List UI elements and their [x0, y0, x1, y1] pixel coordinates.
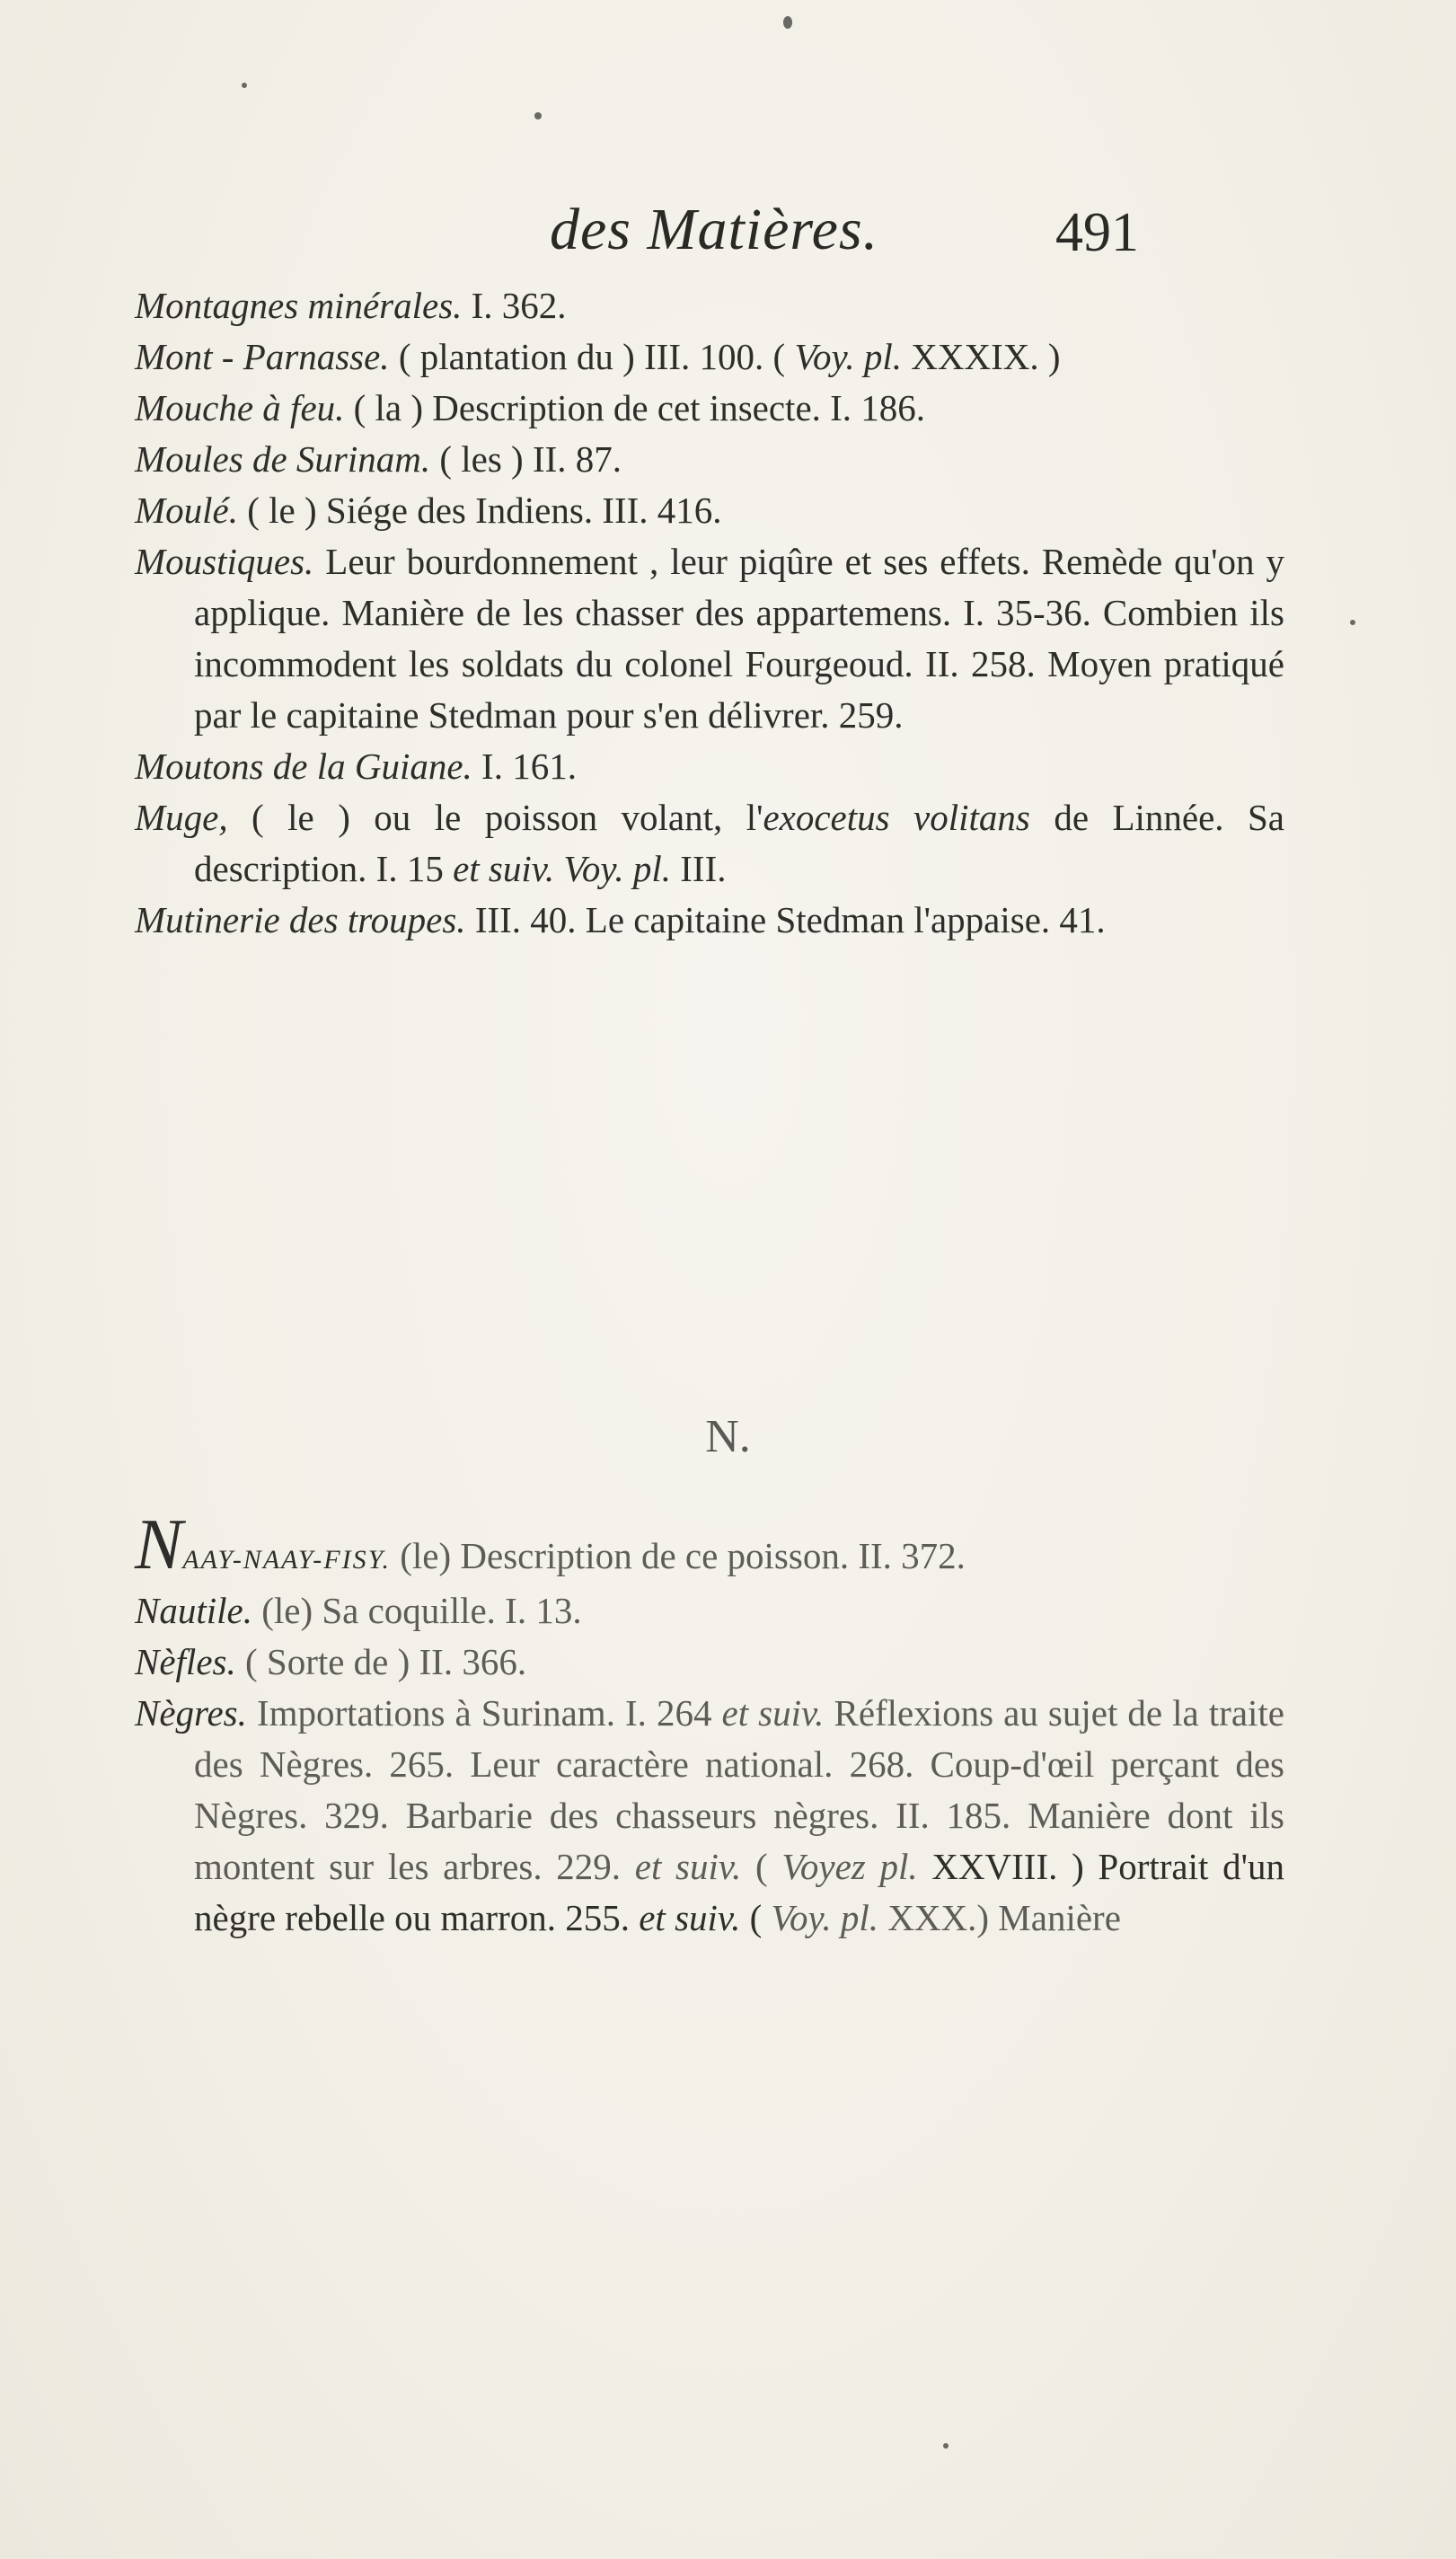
paper-speck — [242, 83, 247, 88]
page-header — [0, 196, 1456, 268]
index-entries-m — [135, 280, 1284, 946]
index-entry: NAAY-NAAY-FISY. (le) Description de ce poisson. II. 372. — [135, 1505, 966, 1584]
section-letter: N. — [705, 1411, 751, 1462]
paper-speck — [783, 16, 792, 29]
index-entry: Montagnes minérales. I. 362. — [135, 285, 567, 326]
index-entry: Nèfles. ( Sorte de ) II. 366. — [135, 1641, 527, 1682]
index-entry: Moules de Surinam. ( les ) II. 87. — [135, 438, 622, 480]
index-entry: Moulé. ( le ) Siége des Indiens. III. 416. — [135, 490, 722, 531]
paper-speck — [943, 2443, 949, 2449]
index-entry: Mouche à feu. ( la ) Description de cet insecte. I. 186. — [135, 387, 926, 428]
index-entry: Mont - Parnasse. ( plantation du ) III. 100. ( Voy. pl. XXXIX. ) — [135, 336, 1061, 377]
index-entry: Nautile. (le) Sa coquille. I. 13. — [135, 1590, 582, 1631]
index-entry: Mutinerie des troupes. III. 40. Le capitaine Stedman l'appaise. 41. — [135, 899, 1106, 940]
drop-cap: N — [135, 1505, 183, 1584]
index-entry: Nègres. Importations à Surinam. I. 264 et suiv. Réflexions au sujet de la traite des Nègres. 265. Leur caractère national. 268. Coup-d'œil perçant des Nègres. 329. Barbarie des chasseurs nègres. II. 185. Manière dont ils montent sur les arbres. 229. et suiv. ( Voyez pl. XXVIII. ) Portrait d'un nègre rebelle ou marron. 255. et suiv. ( Voy. pl. XXX.) Manière — [135, 1692, 1285, 1938]
paper-speck — [1350, 620, 1355, 625]
paper-speck — [534, 112, 542, 119]
index-entry: Muge, ( le ) ou le poisson volant, l'exocetus volitans de Linnée. Sa description. I. 15 et suiv. Voy. pl. III. — [135, 797, 1285, 889]
index-entry: Moutons de la Guiane. I. 161. — [135, 746, 577, 787]
index-entries-n — [135, 1505, 1285, 1944]
index-entry: Moustiques. Leur bourdonnement , leur piqûre et ses effets. Remède qu'on y applique. Manière de les chasser des appartemens. I. 35-36. Combien ils incommodent les soldats du colonel Fourgeoud. II. 258. Moyen pratiqué par le capitaine Stedman pour s'en délivrer. 259. — [135, 541, 1284, 736]
running-title: des Matières. — [550, 197, 879, 262]
page-number: 491 — [1055, 202, 1139, 263]
